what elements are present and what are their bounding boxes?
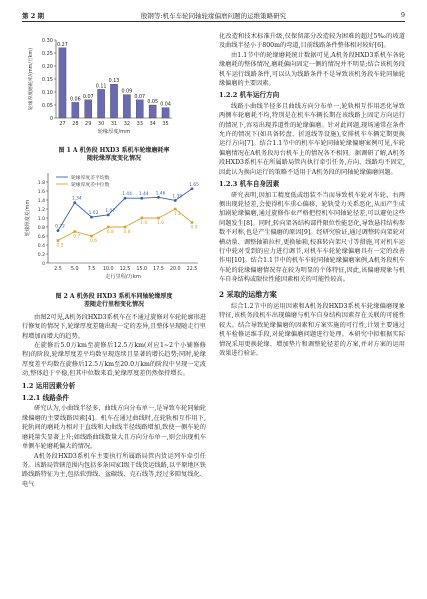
x-tick-label: 20.0 bbox=[169, 267, 181, 273]
data-label: 1.02 bbox=[88, 211, 99, 217]
x-tick-label: 5.0 bbox=[70, 267, 79, 273]
paragraph: 综合1.2节中的运用因素和A机务段HXD3系机车轮缘偏磨现象特征,该机务段机车出现偏磨与机车自身结构因素存在关联的可能性较大。结合导致轮缘偏磨的因素和方案实施的可行性,计划主要通过机车检修运维手段,对轮缘偏磨问题进行处理。本研究中拟根据实际情况采用更换轮缘、增加垫片和调整轮径差的方案,并对方案的运用效果进行验证。 bbox=[219, 302, 405, 357]
data-point bbox=[174, 208, 177, 211]
data-point bbox=[90, 216, 93, 219]
figure-2-caption bbox=[22, 293, 206, 309]
x-tick-label: 2.5 bbox=[54, 267, 62, 273]
figure-2-caption-line2: 差随走行里程变化情况 bbox=[83, 300, 144, 308]
left-column bbox=[22, 32, 206, 489]
figure-2 bbox=[22, 167, 206, 308]
y-axis-label: 轮缘厚度磨耗率/(mm/万km) bbox=[29, 47, 34, 111]
data-label: 0.72 bbox=[55, 225, 65, 231]
data-label: 0.04 bbox=[160, 102, 171, 108]
x-tick-label: 35 bbox=[162, 121, 169, 127]
bar bbox=[149, 105, 156, 118]
data-label: 1.2 bbox=[173, 212, 181, 218]
paragraph: 研究认为,小曲线半径多、曲线方向分布单一,是导致车轮同轴轮缘偏磨的主要线路因素[4]。机车在通过曲线时,在轮轨相互作用下,轮轨间的磨耗力相对于直线和大曲线半径线路增加,致使一侧车轮的磨耗量失显著上升;如线路曲线数量大且方向分布单一,则会出现机车单侧车轮磨耗偏大的情况。 bbox=[22, 405, 206, 451]
x-tick-label: 32 bbox=[123, 121, 131, 127]
data-point bbox=[124, 197, 127, 200]
y-tick-label: 0.6 bbox=[37, 235, 45, 241]
page-header bbox=[22, 9, 405, 22]
line-chart-flange-thickness-diff bbox=[22, 167, 206, 287]
y-tick-label: 0.15 bbox=[41, 77, 53, 83]
bar bbox=[85, 100, 92, 118]
section-heading: 2 采取的运维方案 bbox=[219, 289, 277, 299]
data-label: 1.65 bbox=[189, 183, 199, 189]
x-tick-label: 31 bbox=[110, 121, 118, 127]
y-tick-label: 0.20 bbox=[41, 64, 53, 70]
figure-1-caption-line1: 图 1 A 机务段 HXD3 系机车轮缘磨耗率 bbox=[58, 147, 170, 155]
data-label: 0.6 bbox=[90, 239, 97, 245]
running-title: 殷钢等:机车车轮同轴轮缘偏磨问题的运维策略研究 bbox=[140, 12, 287, 20]
right-column bbox=[219, 32, 405, 358]
data-label: 1.44 bbox=[122, 192, 132, 198]
data-label: 0.07 bbox=[134, 94, 146, 100]
x-tick-label: 17.5 bbox=[153, 267, 164, 273]
y-tick-label: 0.8 bbox=[37, 226, 45, 232]
bar bbox=[98, 89, 105, 118]
y-tick-label: 0.4 bbox=[37, 244, 45, 250]
y-tick-label: 0.2 bbox=[37, 253, 45, 259]
data-point bbox=[191, 222, 194, 225]
x-tick-label: 22.5 bbox=[186, 267, 198, 273]
data-point bbox=[191, 188, 194, 191]
data-point bbox=[107, 226, 110, 229]
data-point bbox=[157, 217, 160, 220]
data-label: 0.8 bbox=[123, 230, 131, 236]
data-label: 0.07 bbox=[82, 94, 94, 100]
subsection-heading: 1.2.2 机车运行方向 bbox=[219, 91, 280, 100]
y-tick-label: 1.6 bbox=[37, 190, 45, 196]
data-label: 0.27 bbox=[57, 42, 68, 48]
x-tick-label: 10.0 bbox=[102, 267, 114, 273]
data-point bbox=[124, 226, 127, 229]
y-tick-label: 0.05 bbox=[41, 103, 53, 109]
data-label: 1.0 bbox=[157, 221, 164, 227]
y-tick-label: 1.0 bbox=[37, 217, 45, 223]
data-point bbox=[73, 231, 76, 234]
subsection-heading: 1.2.1 线路条件 bbox=[22, 394, 70, 403]
y-tick-label: 0.25 bbox=[41, 51, 53, 57]
figure-1-caption-line2: 随轮缘厚度变化情况 bbox=[86, 155, 141, 163]
bar bbox=[136, 100, 143, 118]
data-label: 0.9 bbox=[190, 225, 198, 231]
figure-1-caption bbox=[22, 147, 206, 163]
data-label: 0.05 bbox=[147, 100, 159, 105]
data-label: 1.0 bbox=[140, 221, 148, 227]
data-label: 0.13 bbox=[108, 79, 120, 85]
paragraph: 化改造和技术标准升级,仅保留部分改造较为困难的超过5‰的坡道及曲线半径小于800m的弯道,目前线路条件整体相对较好[6]。 bbox=[219, 33, 405, 50]
x-tick-label: 12.5 bbox=[119, 267, 131, 273]
bar bbox=[123, 95, 130, 118]
bar bbox=[162, 108, 169, 118]
paragraph: 线路小曲线半径多且曲线方向分布单一,轮轨相互作用恶化导致两侧车轮磨耗不均,特别是在机车车辆长期在该线路上固定方向运行的情况下,容易出现养道性的轮缘偏磨。针对此问题,现场通常在条件允许的情况下(如具备转盘、折返线等设施),安排机车车辆定期更换运行方向[7]。结合1.1节中的机车车轮同轴轮缘偏磨案例可见,车轮偏磨情况在A机务段每台机车上的情况各不相同。据调研了解,A机务段HXD3系机车在所属路局管内执行牵引任务,方向、线路均不固定,因此认为换向运行的策略不适用于A机务段的同轴轮缘偏磨问题。 bbox=[219, 102, 405, 176]
paragraph: 由1.1节中的轮缘磨耗统计数据可见,A机务段HXD3系机车各轮缘磨耗的整体情况,磨耗偏向固定一侧的情况并不明显;结合该机务段机车运行线路条件,可以认为线路条件不是导致该机务段车轮同轴轮缘偏磨的主要因素。 bbox=[219, 51, 405, 88]
bar bbox=[110, 84, 117, 118]
bar-chart-flange-wear-rate bbox=[22, 32, 206, 142]
data-point bbox=[174, 199, 177, 202]
data-label: 0.09 bbox=[121, 89, 133, 95]
data-label: 1.07 bbox=[105, 209, 116, 215]
y-tick-label: 1.8 bbox=[37, 181, 45, 187]
data-point bbox=[57, 240, 60, 243]
x-axis-label: 走行里程/万km bbox=[105, 274, 141, 281]
data-point bbox=[73, 202, 76, 205]
bar bbox=[59, 48, 66, 118]
x-tick-label: 7.5 bbox=[87, 267, 96, 273]
paragraph: A机务段HXD3系机车主要执行所属路局管内货运列车牵引任务。该路局管辖范围内包括多条国家Ⅰ级干线货运线路,以平原地区铁路线路特征为主,包括软弹线、盆碳线、克石线等,经过多隙复线化、电气 bbox=[22, 452, 206, 488]
data-label: 0.8 bbox=[106, 230, 114, 236]
x-tick-label: 28 bbox=[72, 121, 79, 127]
figure-2-caption-line1: 图 2 A 机务段 HXD3 系机车同轴轮缘厚度 bbox=[55, 292, 173, 300]
x-tick-label: 33 bbox=[136, 121, 143, 127]
y-tick-label: 0.30 bbox=[41, 38, 53, 44]
data-label: 0.11 bbox=[95, 84, 107, 90]
paragraph: 在旋修后5.0万km至旋修后12.5万km(对应1~2个小辅修修程)的阶段,轮缘厚度差平均数呈现连续且显著的增长趋势;同时,轮缘厚度差平均数在旋修后12.5万km至20.0万km的阶段中呈现一定波动,整体趋于平稳,但其中位数来看,轮缘厚度差仍然保持增长。 bbox=[22, 342, 206, 378]
data-label: 1.34 bbox=[71, 197, 82, 203]
data-point bbox=[157, 196, 160, 199]
data-label: 0.06 bbox=[69, 97, 81, 103]
data-label: 1.39 bbox=[172, 194, 183, 200]
data-point bbox=[140, 197, 143, 200]
page-number: 9 bbox=[400, 11, 405, 19]
x-tick-label: 30 bbox=[97, 121, 105, 127]
subsection-heading: 1.2.3 机车自身因素 bbox=[219, 180, 280, 189]
x-tick-label: 34 bbox=[149, 121, 156, 127]
x-axis-label: 轮缘厚度/mm bbox=[97, 129, 131, 135]
data-point bbox=[107, 214, 110, 217]
bar bbox=[72, 102, 79, 118]
x-tick-label: 15.0 bbox=[136, 267, 148, 273]
y-axis-label: 轮缘厚度差/mm bbox=[25, 200, 31, 237]
data-point bbox=[57, 230, 60, 233]
data-label: 0.7 bbox=[73, 234, 81, 240]
y-tick-label: 1.4 bbox=[37, 199, 45, 205]
data-point bbox=[140, 217, 143, 220]
x-tick-label: 29 bbox=[85, 121, 92, 127]
section-heading: 1.2 运用因素分析 bbox=[22, 381, 76, 390]
figure-1 bbox=[22, 32, 206, 163]
legend-label: 轮缘厚度差平均数 bbox=[71, 176, 110, 182]
issue-label: 第 2 期 bbox=[22, 12, 45, 20]
y-tick-label: 0 bbox=[42, 262, 45, 268]
y-tick-label: 0.10 bbox=[41, 90, 53, 96]
data-point bbox=[90, 235, 93, 238]
y-tick-label: 1.2 bbox=[37, 208, 45, 214]
legend-label: 轮缘厚度差中位数 bbox=[71, 183, 110, 189]
x-tick-label: 27 bbox=[59, 121, 66, 127]
paragraph: 由图2可见,A机务段HXD3系机车在不通过旋修对车轮轮廓形进行修复的情况下,轮缘厚度差随出现一定的差异,且整体呈现随走行里程增加而增大的趋势。 bbox=[22, 313, 206, 340]
data-label: 1.44 bbox=[138, 192, 149, 198]
paragraph: 研究表明,因加工精度低或组装不当而导致机车轮对车轮、右两侧出现轮径差,会使得机车重心偏移、轮轨受力关系恶化,从而产生成加剧轮缘偏磨,通过旋修作业严格把控机车同轴轮径差,可以避免这些问题发生[8]。同时,转向架各结构部件限位性能恶化,导致悬挂结构参数不对称,也是产生偏磨的原因[9]。经研究验证,通过调整转向架轮对横动量、调整轴箱拉杆,更换轴箱,校准转向架尺寸等措施,可对机车运行中轮对受到的应力进行调节,对机车车轮轮缘偏磨具有一定的改善作用[10]。结合1.1节中的机车车轮同轴轮缘偏磨案例,A机务段机车车轮的轮缘偏磨情况存在较为明显的个体特征,因此,该偏磨现象与机车自身结构或限位性能因素相关的可能性较高。 bbox=[219, 191, 405, 284]
data-label: 1.46 bbox=[155, 191, 166, 197]
y-tick-label: 0 bbox=[49, 116, 53, 122]
data-label: 0.5 bbox=[56, 243, 64, 249]
